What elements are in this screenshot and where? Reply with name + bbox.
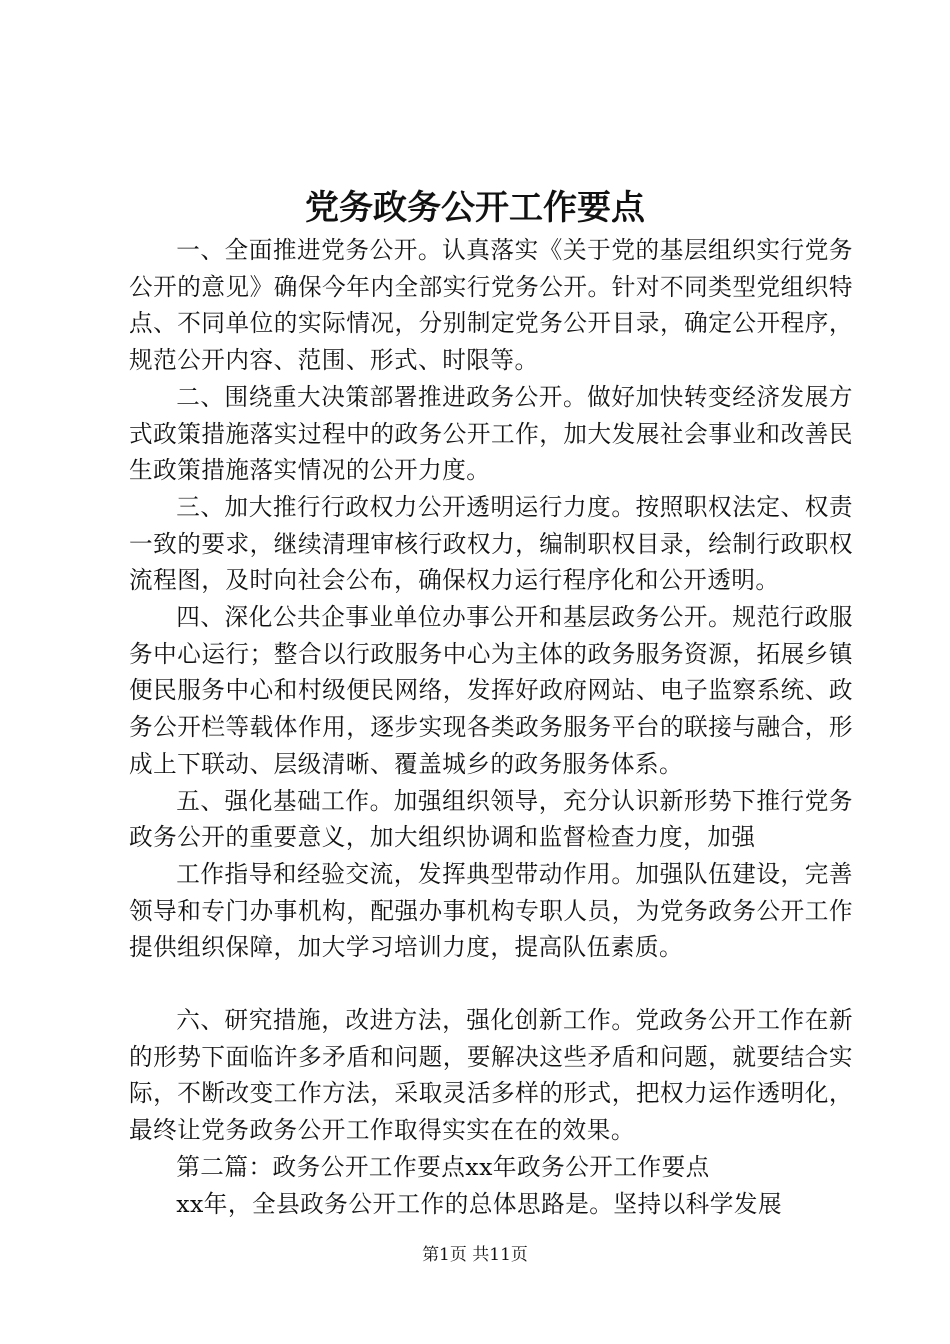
paragraph-spacer: [129, 966, 853, 1002]
paragraph-2: 二、围绕重大决策部署推进政务公开。做好加快转变经济发展方式政策措施落实过程中的政务公开工作，加大发展社会事业和改善民生政策措施落实情况的公开力度。: [129, 382, 853, 485]
paragraph-3: 三、加大推行行政权力公开透明运行力度。按照职权法定、权责一致的要求，继续清理审核行政权力，编制职权目录，绘制行政职权流程图，及时向社会公布，确保权力运行程序化和公开透明。: [129, 492, 853, 595]
paragraph-8: xx年，全县政务公开工作的总体思路是。坚持以科学发展: [176, 1189, 783, 1218]
paragraph-5: 五、强化基础工作。加强组织领导，充分认识新形势下推行党务政务公开的重要意义，加大组织协调和监督检查力度，加强: [129, 786, 853, 852]
document-body: [129, 232, 853, 1222]
section-heading-part-two: 第二篇：政务公开工作要点xx年政务公开工作要点: [176, 1152, 710, 1181]
paragraph-6: 工作指导和经验交流，发挥典型带动作用。加强队伍建设，完善领导和专门办事机构，配强办事机构专职人员，为党务政务公开工作提供组织保障，加大学习培训力度，提高队伍素质。: [129, 859, 853, 962]
paragraph-4: 四、深化公共企事业单位办事公开和基层政务公开。规范行政服务中心运行；整合以行政服务中心为主体的政务服务资源，拓展乡镇便民服务中心和村级便民网络，发挥好政府网站、电子监察系统、政务公开栏等载体作用，逐步实现各类政务服务平台的联接与融合，形成上下联动、层级清晰、覆盖城乡的政务服务体系。: [129, 603, 853, 778]
paragraph-7: 六、研究措施，改进方法，强化创新工作。党政务公开工作在新的形势下面临许多矛盾和问题，要解决这些矛盾和问题，就要结合实际，不断改变工作方法，采取灵活多样的形式，把权力运作透明化，最终让党务政务公开工作取得实实在在的效果。: [129, 1006, 853, 1145]
page-footer: 第1页 共11页: [422, 1245, 528, 1265]
paragraph-1: 一、全面推进党务公开。认真落实《关于党的基层组织实行党务公开的意见》确保今年内全部实行党务公开。针对不同类型党组织特点、不同单位的实际情况，分别制定党务公开目录，确定公开程序，规范公开内容、范围、形式、时限等。: [129, 236, 853, 375]
document-title: 党务政务公开工作要点: [305, 188, 645, 228]
